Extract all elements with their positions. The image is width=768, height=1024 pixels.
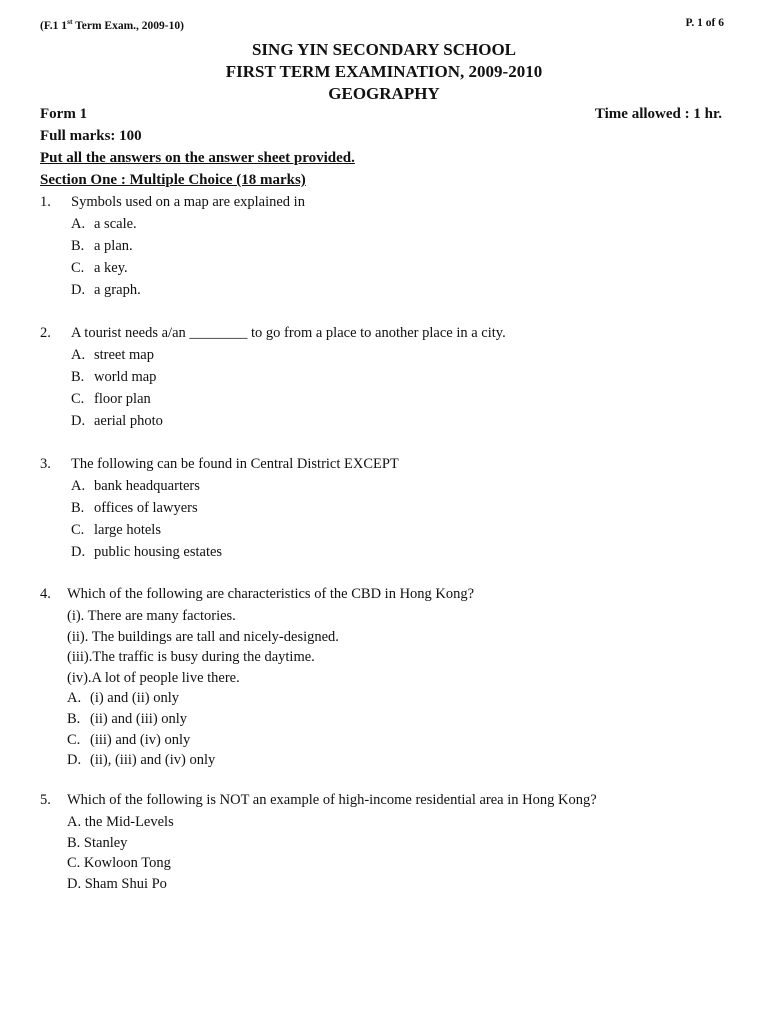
option-letter: B. (67, 834, 81, 851)
question-number: 4. (40, 586, 51, 602)
option-text: world map (94, 369, 157, 385)
option-text: aerial photo (94, 413, 163, 429)
question-text: Symbols used on a map are explained in (71, 194, 305, 210)
option-d (40, 413, 740, 435)
section-heading: Section One : Multiple Choice (18 marks) (40, 172, 306, 188)
full-marks: Full marks: 100 (40, 128, 142, 144)
option-text: Kowloon Tong (83, 855, 171, 872)
option-d (40, 282, 740, 304)
subject-title: GEOGRAPHY (328, 84, 440, 103)
option-letter: A. (71, 478, 86, 494)
running-header-exam-code (40, 17, 184, 32)
option-text: floor plan (94, 391, 151, 407)
option-d (40, 752, 740, 773)
option-letter: B. (71, 238, 85, 254)
option-b (40, 835, 740, 856)
option-letter: D. (71, 282, 86, 298)
option-letter: C. (71, 391, 85, 407)
exam-code-suffix: Term Exam., 2009-10) (72, 19, 184, 32)
option-a (40, 216, 740, 238)
question-stem (40, 586, 740, 608)
option-letter: B. (71, 369, 85, 385)
option-letter: C. (67, 731, 81, 748)
statement-iii: (iii).The traffic is busy during the daytime. (67, 649, 315, 666)
question-stem (40, 792, 740, 814)
question-text: Which of the following are characteristics of the CBD in Hong Kong? (67, 586, 475, 602)
question-text: The following can be found in Central District EXCEPT (71, 456, 399, 472)
option-text: bank headquarters (94, 478, 200, 494)
option-text: a key. (94, 260, 128, 276)
school-name: SING YIN SECONDARY SCHOOL (251, 40, 517, 59)
option-text: Stanley (83, 834, 128, 851)
question-2 (40, 325, 740, 435)
option-c (40, 732, 740, 753)
option-text: large hotels (94, 522, 161, 538)
option-letter: A. (67, 690, 82, 707)
option-letter: B. (71, 500, 85, 516)
option-text: a graph. (94, 282, 141, 298)
question-number: 2. (40, 325, 51, 341)
question-1 (40, 194, 740, 304)
option-letter: A. (71, 216, 86, 232)
question-stem (40, 456, 740, 478)
option-letter: A. (71, 347, 86, 363)
exam-code-superscript: st (67, 17, 73, 26)
question-5 (40, 792, 740, 896)
exam-code-prefix: (F.1 1 (40, 19, 68, 32)
question-stem (40, 194, 740, 216)
answer-instruction: Put all the answers on the answer sheet provided. (40, 150, 355, 166)
time-allowed: Time allowed : 1 hr. (594, 106, 722, 122)
option-text: Sham Shui Po (84, 875, 167, 892)
option-letter: A. (67, 814, 82, 830)
option-c (40, 391, 740, 413)
statement-i: (i). There are many factories. (67, 608, 236, 624)
question-3 (40, 456, 740, 566)
question-text: A tourist needs a/an ________ to go from a place to another place in a city. (71, 325, 506, 341)
option-a (40, 478, 740, 500)
question-4 (40, 586, 740, 773)
option-a (40, 347, 740, 369)
option-b (40, 500, 740, 522)
option-letter: D. (67, 752, 82, 769)
exam-title: FIRST TERM EXAMINATION, 2009-2010 (225, 62, 543, 81)
option-a (40, 690, 740, 711)
option-b (40, 369, 740, 391)
option-text: a scale. (94, 216, 137, 232)
option-text: a plan. (94, 238, 133, 254)
statement-iv: (iv).A lot of people live there. (67, 669, 240, 686)
option-a (40, 814, 740, 835)
option-d (40, 544, 740, 566)
option-c (40, 855, 740, 876)
option-text: (i) and (ii) only (90, 690, 179, 707)
option-letter: B. (67, 710, 81, 727)
statement-ii: (ii). The buildings are tall and nicely-designed. (67, 628, 339, 645)
option-letter: D. (67, 875, 82, 892)
option-text: (ii) and (iii) only (90, 710, 188, 727)
option-text: public housing estates (94, 544, 223, 560)
option-letter: C. (67, 855, 81, 872)
page-number: P. 1 of 6 (685, 17, 724, 29)
option-b (40, 711, 740, 732)
question-number: 5. (40, 792, 51, 808)
option-text: the Mid-Levels (84, 814, 174, 830)
question-stem (40, 325, 740, 347)
option-letter: C. (71, 260, 85, 276)
question-text: Which of the following is NOT an example of high-income residential area in Hong Kong? (67, 792, 597, 808)
option-text: street map (94, 347, 154, 363)
question-number: 3. (40, 456, 51, 472)
option-letter: D. (71, 544, 86, 560)
option-text: (iii) and (iv) only (90, 731, 191, 748)
option-letter: C. (71, 522, 85, 538)
option-text: (ii), (iii) and (iv) only (90, 752, 216, 769)
option-b (40, 238, 740, 260)
form-label: Form 1 (40, 106, 88, 122)
option-text: offices of lawyers (94, 500, 198, 516)
option-c (40, 522, 740, 544)
option-c (40, 260, 740, 282)
option-letter: D. (71, 413, 86, 429)
option-d (40, 876, 740, 897)
question-number: 1. (40, 194, 51, 210)
